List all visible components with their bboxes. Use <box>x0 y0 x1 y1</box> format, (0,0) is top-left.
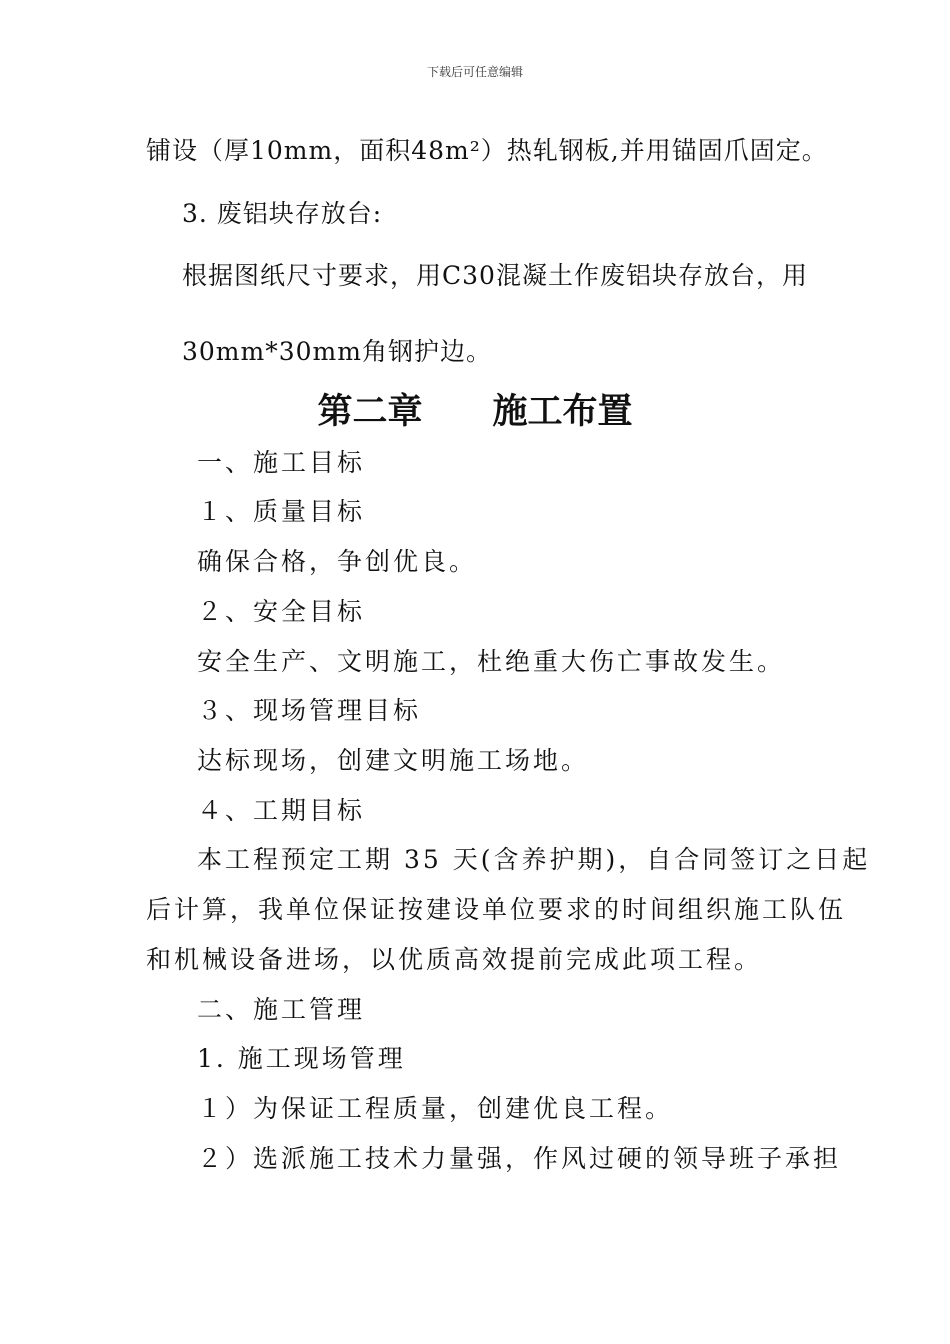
paragraph-steel-plate: 铺设（厚10mm，面积48m²）热轧钢板,并用锚固爪固定。 <box>146 136 828 165</box>
safety-target-heading: ２、安全目标 <box>197 597 366 626</box>
site-management-heading: 1. 施工现场管理 <box>197 1044 406 1073</box>
section-3-heading: 3. 废铝块存放台: <box>182 199 383 228</box>
section-one-heading: 一、施工目标 <box>197 448 366 477</box>
site-management-target-text: 达标现场，创建文明施工场地。 <box>197 746 590 775</box>
management-point-2: ２）选派施工技术力量强，作风过硬的领导班子承担 <box>197 1144 842 1173</box>
site-management-target-heading: ３、现场管理目标 <box>197 696 422 725</box>
management-point-1: １）为保证工程质量，创建优良工程。 <box>197 1094 674 1123</box>
quality-target-text: 确保合格，争创优良。 <box>197 547 478 576</box>
chapter-title: 第二章 施工布置 <box>317 392 633 432</box>
schedule-target-text-line-3: 和机械设备进场，以优质高效提前完成此项工程。 <box>146 945 763 974</box>
paragraph-storage-line-1: 根据图纸尺寸要求，用C30混凝土作废铝块存放台，用 <box>182 261 808 290</box>
section-two-heading: 二、施工管理 <box>197 995 366 1024</box>
schedule-target-heading: ４、工期目标 <box>197 796 366 825</box>
paragraph-storage-line-2: 30mm*30mm角钢护边。 <box>182 337 492 366</box>
quality-target-heading: １、质量目标 <box>197 497 366 526</box>
schedule-target-text-line-2: 后计算，我单位保证按建设单位要求的时间组织施工队伍 <box>146 895 847 924</box>
safety-target-text: 安全生产、文明施工，杜绝重大伤亡事故发生。 <box>197 647 786 676</box>
schedule-target-text-line-1: 本工程预定工期 35 天(含养护期)，自合同签订之日起 <box>197 845 871 874</box>
header-note: 下载后可任意编辑 <box>426 65 523 79</box>
